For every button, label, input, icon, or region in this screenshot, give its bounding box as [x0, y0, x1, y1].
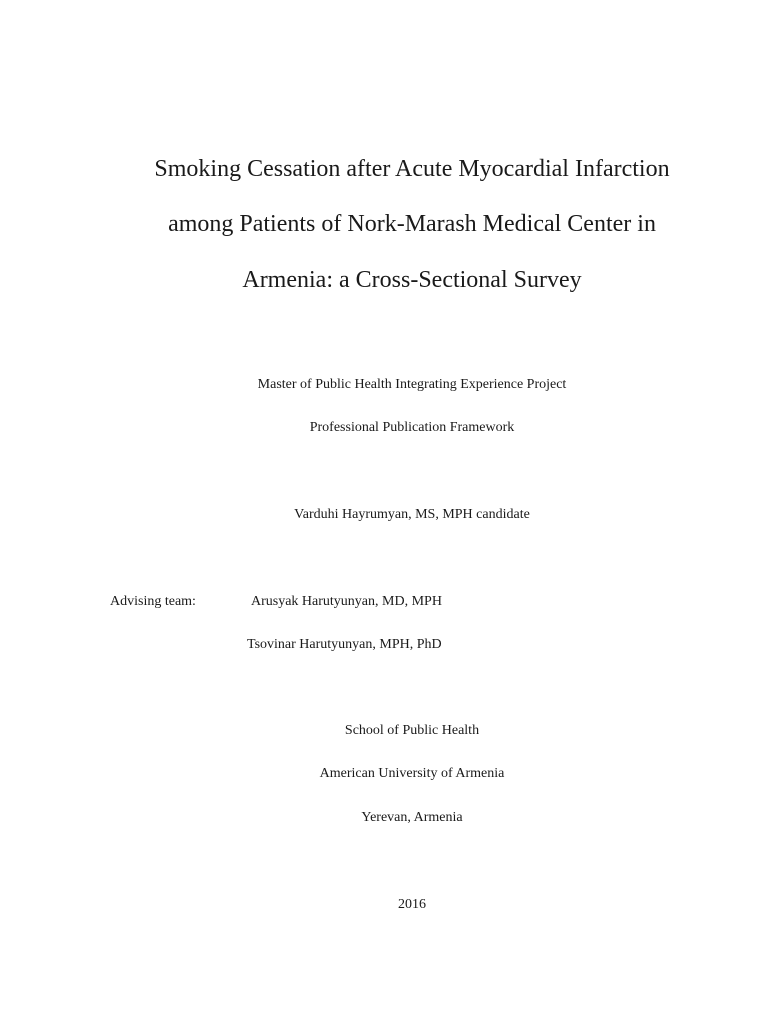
title-line-1: Smoking Cessation after Acute Myocardial Infarction — [154, 156, 670, 182]
location: Yerevan, Armenia — [361, 810, 463, 825]
title-line-3: Armenia: a Cross-Sectional Survey — [242, 267, 582, 293]
advising-label: Advising team: — [110, 594, 196, 609]
school: School of Public Health — [344, 723, 480, 738]
project-framework: Professional Publication Framework — [309, 420, 515, 435]
advisor-2: Tsovinar Harutyunyan, MPH, PhD — [247, 637, 442, 652]
author: Varduhi Hayrumyan, MS, MPH candidate — [294, 507, 530, 522]
university: American University of Armenia — [319, 766, 505, 781]
advisor-1: Arusyak Harutyunyan, MD, MPH — [251, 594, 442, 609]
year: 2016 — [398, 897, 426, 912]
title-line-2: among Patients of Nork-Marash Medical Center in — [168, 211, 656, 237]
project-type: Master of Public Health Integrating Experience Project — [257, 377, 567, 392]
